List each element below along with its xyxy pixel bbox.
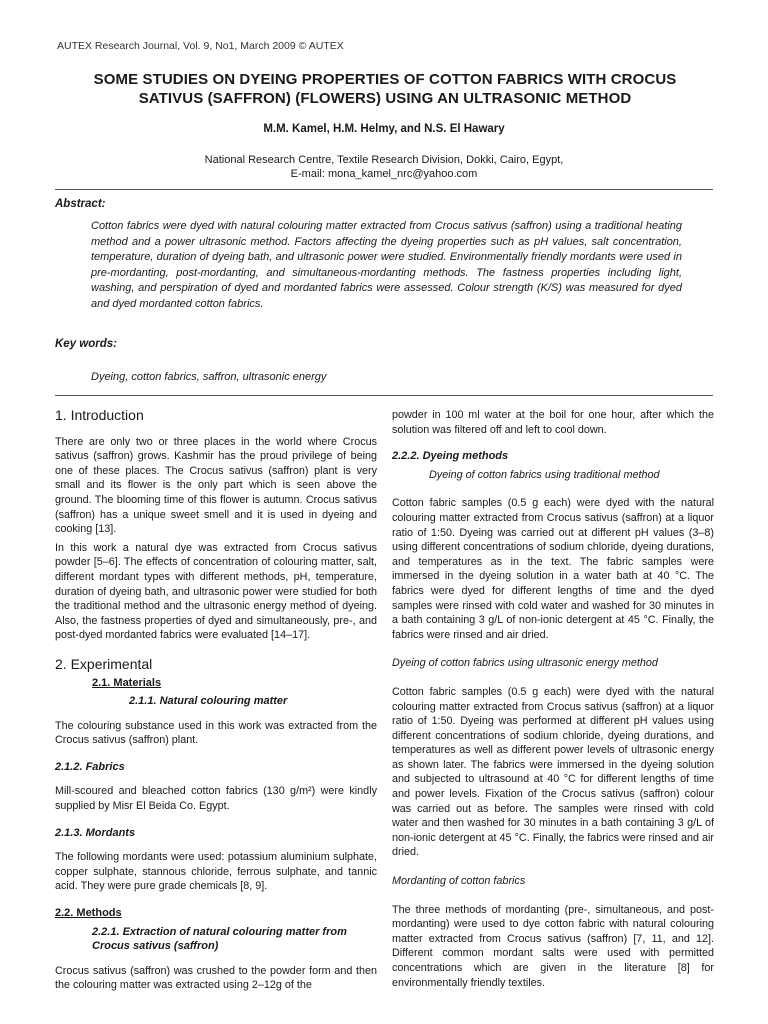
right-column	[392, 408, 714, 990]
authors: M.M. Kamel, H.M. Helmy, and N.S. El Hawary	[263, 123, 505, 135]
abstract-text: Cotton fabrics were dyed with natural colouring matter extracted from Crocus sativus (saffron) using a traditional heating method and a power ultrasonic method. Factors affecting the dyeing properties such as pH values, salt concentration, temperature, duration of dyeing bath, and ultrasonic power were studied. Environmentally friendly mordants were used in pre-mordanting, post-mordanting, and simultaneous-mordanting methods. The fastness properties including light, washing, and perspiration of dyed and mordanted fabrics were assessed. Colour strength (K/S) was measured for dyed and dyed mordanted cotton fabrics.	[91, 220, 682, 310]
intro-heading: 1. Introduction	[55, 407, 144, 423]
divider-top	[55, 189, 713, 190]
fabrics-paragraph: Mill-scoured and bleached cotton fabrics (130 g/m²) were kindly supplied by Misr El Beida Co. Egypt.	[55, 785, 377, 813]
extraction-paragraph: Crocus sativus (saffron) was crushed to the powder form and then the colouring matter was extracted using 2–12g of the	[55, 964, 377, 992]
left-column	[55, 408, 377, 993]
affiliation: National Research Centre, Textile Research Division, Dokki, Cairo, Egypt,	[204, 154, 564, 166]
affiliation-block	[0, 153, 768, 181]
paper-title: SOME STUDIES ON DYEING PROPERTIES OF COTTON FABRICS WITH CROCUS SATIVUS (SAFFRON) (FLOWERS) USING AN ULTRASONIC METHOD	[93, 71, 677, 107]
intro-paragraph-2: In this work a natural dye was extracted from Crocus sativus powder [5–6]. The effects of concentration of colouring matter, salt, different mordant types with different methods, pH, temperature, duration of dyeing bath, and ultrasonic power were studied for both the traditional method and the ultrasonic energy method of dyeing. Also, the fastness properties of dyed and simultaneously, pre-, and post-dyed mordanted fabrics were evaluated [14–17].	[55, 541, 377, 642]
extraction-continued: powder in 100 ml water at the boil for one hour, after which the solution was filtered off and left to cool down.	[392, 409, 714, 436]
methods-heading: 2.2. Methods	[55, 907, 122, 920]
keywords-heading: Key words:	[55, 338, 117, 350]
mordants-paragraph: The following mordants were used: potassium aluminium sulphate, copper sulphate, stannous chloride, ferrous sulphate, and tannic acid. They were pure grade chemicals [8, 9].	[55, 851, 377, 893]
extraction-heading: 2.2.1. Extraction of natural colouring matter from Crocus sativus (saffron)	[92, 925, 347, 953]
mordanting-subheading: Mordanting of cotton fabrics	[392, 875, 526, 888]
journal-header: AUTEX Research Journal, Vol. 9, No1, March 2009 © AUTEX	[57, 40, 344, 52]
email: E-mail: mona_kamel_nrc@yahoo.com	[290, 168, 478, 180]
experimental-heading: 2. Experimental	[55, 655, 153, 672]
ncm-heading: 2.1.1. Natural colouring matter	[129, 695, 288, 708]
mordants-heading: 2.1.3. Mordants	[55, 826, 136, 839]
intro-paragraph-1: There are only two or three places in the world where Crocus sativus (saffron) grows. Kashmir has the proud privilege of being one of these places. The Crocus sativus (saffron) plant is very small and its flower is the only part which is seen above the ground. The blooming time of this flower is autumn. Crocus sativus (saffron) has a unique sweet smell and it is used in dyeing and cooking [13].	[55, 435, 377, 536]
keywords-text: Dyeing, cotton fabrics, saffron, ultrasonic energy	[91, 371, 327, 383]
dyeing-methods-heading: 2.2.2. Dyeing methods	[392, 450, 509, 463]
abstract-heading: Abstract:	[55, 198, 106, 210]
ncm-paragraph: The colouring substance used in this work was extracted from the Crocus sativus (saffron) plant.	[55, 719, 377, 747]
traditional-subheading: Dyeing of cotton fabrics using traditional method	[429, 468, 660, 481]
ultrasonic-subheading: Dyeing of cotton fabrics using ultrasonic energy method	[392, 657, 658, 670]
materials-heading: 2.1. Materials	[92, 676, 162, 689]
fabrics-heading: 2.1.2. Fabrics	[55, 760, 125, 773]
traditional-paragraph: Cotton fabric samples (0.5 g each) were dyed with the natural colouring matter extracted from Crocus sativus (saffron) at a liquor ratio of 1:50. Dyeing was carried out at different pH values (3–8) using different concentrations of sodium chloride, dyeing durations, and temperatures as in the text. The fabric samples were immersed in the dyeing solution in a water bath at 40 °C. The fabrics were dyed for different lengths of time and the dyed samples were rinsed with cold water and washed for 30 minutes in a bath containing 3 g/L of non-ionic detergent at 45 °C. Finally, the fabrics were rinsed and air dried.	[392, 497, 714, 641]
ultrasonic-paragraph: Cotton fabric samples (0.5 g each) were dyed with the natural colouring matter extracted from Crocus sativus (saffron) at a liquor ratio of 1:50. Dyeing was performed at different pH values using different concentrations of sodium chloride, dyeing durations, and temperatures as well as different power levels of ultrasonic energy as shown later. The fabrics were immersed in the dyeing solution and subjected to ultrasound at 40 °C for different lengths of time and power levels. Fixation of the Crocus sativus (saffron) colour was carried out as before. The samples were rinsed with cold water and then washed for 30 minutes in a bath containing 3 g/L of non-ionic detergent at 45 °C. Finally, the fabrics were rinsed and air dried.	[392, 685, 714, 859]
divider-bottom	[55, 395, 713, 396]
mordanting-paragraph: The three methods of mordanting (pre-, simultaneous, and post-mordanting) were used to dye cotton fabric with natural colouring matter extracted from Crocus sativus (saffron) [7, 11, and 12]. Different common mordant salts were used with permitted concentrations which are given in the literature [8] for environmentally friendly textiles.	[392, 903, 714, 989]
